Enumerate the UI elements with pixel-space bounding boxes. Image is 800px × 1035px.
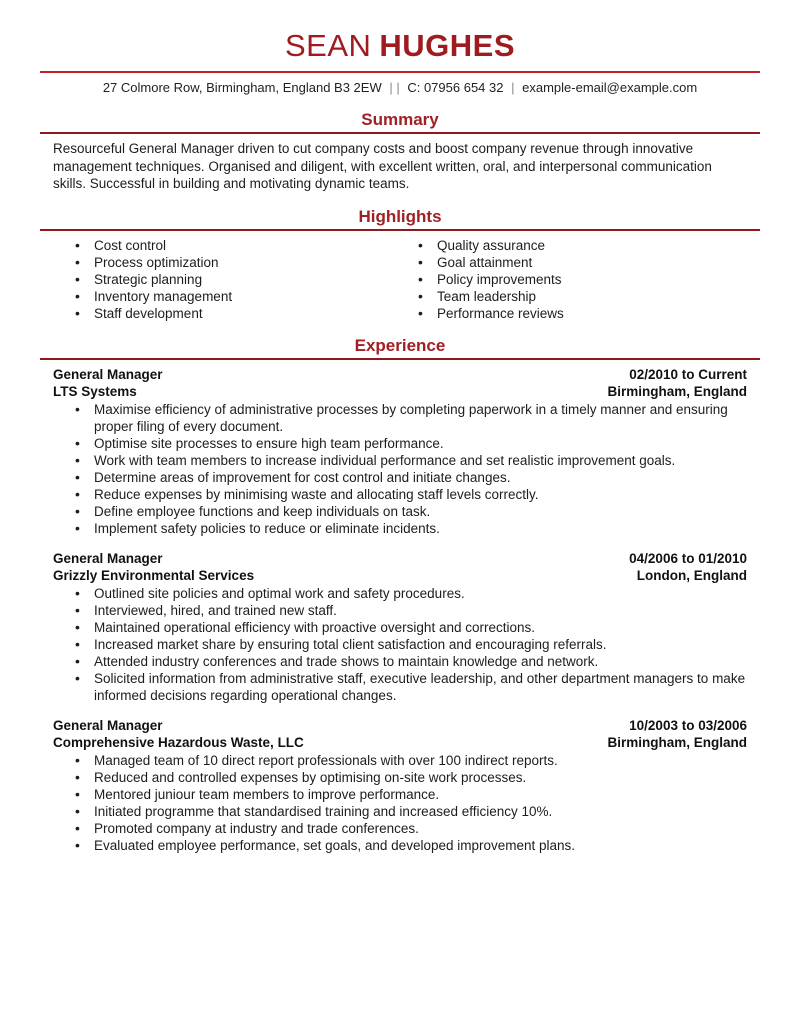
contact-separator: | — [511, 80, 515, 95]
experience-bullet: • Outlined site policies and optimal work and safety procedures. — [53, 585, 747, 602]
highlight-item: • Quality assurance — [418, 237, 747, 254]
job-dates: 04/2006 to 01/2010 — [629, 550, 747, 566]
job-location: Birmingham, England — [607, 383, 747, 399]
experience-bullet: • Mentored juniour team members to improve performance. — [53, 786, 747, 803]
job-block — [53, 366, 747, 537]
experience-bullet: • Determine areas of improvement for cost control and initiate changes. — [53, 469, 747, 486]
experience-bullet: • Managed team of 10 direct report professionals with over 100 indirect reports. — [53, 752, 747, 769]
experience-bullet: • Reduce expenses by minimising waste and allocating staff levels correctly. — [53, 486, 747, 503]
experience-bullet: • Reduced and controlled expenses by optimising on-site work processes. — [53, 769, 747, 786]
job-bullet-list — [53, 752, 747, 854]
experience-bullet: • Evaluated employee performance, set goals, and developed improvement plans. — [53, 837, 747, 854]
highlight-item: • Strategic planning — [53, 271, 418, 288]
highlight-item: • Process optimization — [53, 254, 418, 271]
highlight-item: • Team leadership — [418, 288, 747, 305]
highlight-item: • Performance reviews — [418, 305, 747, 322]
experience-bullet: • Initiated programme that standardised training and increased efficiency 10%. — [53, 803, 747, 820]
job-block — [53, 717, 747, 854]
job-company: Grizzly Environmental Services — [53, 567, 255, 583]
section-title-summary: Summary — [361, 110, 439, 129]
highlights-right-column — [418, 237, 747, 322]
job-company: LTS Systems — [53, 383, 137, 399]
highlight-item: • Policy improvements — [418, 271, 747, 288]
contact-line — [40, 79, 760, 96]
highlight-item: • Inventory management — [53, 288, 418, 305]
candidate-name — [40, 28, 760, 64]
experience-bullet: • Attended industry conferences and trade shows to maintain knowledge and network. — [53, 653, 747, 670]
highlight-item: • Cost control — [53, 237, 418, 254]
job-dates: 10/2003 to 03/2006 — [629, 717, 747, 733]
header-divider-rule — [40, 71, 760, 73]
contact-address: 27 Colmore Row, Birmingham, England B3 2EW — [102, 80, 382, 95]
highlights-rule — [40, 229, 760, 231]
candidate-first-name: SEAN — [284, 28, 372, 63]
highlights-columns — [53, 237, 747, 322]
experience-bullet: • Increased market share by ensuring total client satisfaction and encouraging referrals. — [53, 636, 747, 653]
section-title-highlights: Highlights — [358, 206, 442, 226]
highlights-left-column — [53, 237, 418, 322]
job-block — [53, 550, 747, 704]
experience-bullet: • Implement safety policies to reduce or eliminate incidents. — [53, 520, 747, 537]
experience-bullet: • Optimise site processes to ensure high team performance. — [53, 435, 747, 452]
job-dates: 02/2010 to Current — [629, 366, 747, 382]
contact-email: example-email@example.com — [522, 80, 698, 95]
experience-bullet: • Define employee functions and keep individuals on task. — [53, 503, 747, 520]
section-title-experience: Experience — [354, 335, 446, 355]
job-title: General Manager — [53, 550, 163, 566]
experience-bullet: • Interviewed, hired, and trained new staff. — [53, 602, 747, 619]
experience-bullet: • Promoted company at industry and trade conferences. — [53, 820, 747, 837]
highlight-item: • Staff development — [53, 305, 418, 322]
experience-bullet: • Maintained operational efficiency with proactive oversight and corrections. — [53, 619, 747, 636]
job-title: General Manager — [53, 717, 163, 733]
job-bullet-list — [53, 401, 747, 537]
highlight-item: • Goal attainment — [418, 254, 747, 271]
experience-rule — [40, 358, 760, 360]
job-location: Birmingham, England — [607, 734, 747, 750]
experience-bullet: • Work with team members to increase individual performance and set realistic improvement goals. — [53, 452, 747, 469]
job-title: General Manager — [53, 366, 163, 382]
job-company: Comprehensive Hazardous Waste, LLC — [53, 734, 304, 750]
experience-bullet: • Solicited information from administrative staff, executive leadership, and other department managers to make informed decisions regarding operational changes. — [53, 670, 747, 704]
contact-phone: C: 07956 654 32 — [407, 80, 504, 95]
experience-bullet: • Maximise efficiency of administrative processes by completing paperwork in a timely manner and ensuring proper filing of every document. — [53, 401, 747, 435]
summary-rule — [40, 132, 760, 134]
job-location: London, England — [636, 567, 747, 583]
candidate-last-name: HUGHES — [379, 28, 516, 63]
contact-separator: | | — [389, 80, 400, 95]
summary-paragraph: Resourceful General Manager driven to cut company costs and boost company revenue through innovative management techniques. Organised and diligent, with excellent written, oral, and interpersonal communication skills. Successful in building and motivating dynamic teams. — [53, 141, 712, 191]
job-bullet-list — [53, 585, 747, 704]
